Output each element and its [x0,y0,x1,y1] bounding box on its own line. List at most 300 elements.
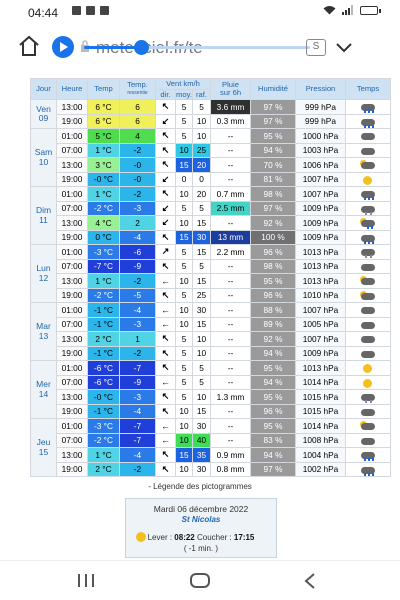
cloud-icon [360,146,376,156]
signal-icon [342,5,354,15]
feels-like-cell: -7 [120,433,156,448]
weather-cell [346,158,391,173]
rain-cell: -- [211,158,251,173]
wind-gust-cell: 20 [193,158,211,173]
temp-cell: 6 °C [88,100,120,115]
rain-cloud-icon [360,102,376,112]
weather-cell [346,230,391,245]
humidity-cell: 96 % [251,288,296,303]
rain-cell: -- [211,317,251,332]
table-row [31,201,391,216]
col-header-heure: Heure [57,79,88,100]
weather-cell [346,172,391,187]
table-row [31,332,391,347]
wind-direction-cell: ↖ [156,230,176,245]
cloud-icon [360,262,376,272]
wind-mean-cell: 5 [176,346,193,361]
hour-cell: 19:00 [57,230,88,245]
wind-mean-cell: 10 [176,462,193,477]
wind-gust-cell: 15 [193,317,211,332]
temp-cell: 1 °C [88,448,120,463]
humidity-cell: 89 % [251,317,296,332]
humidity-cell: 94 % [251,143,296,158]
sun-icon [360,378,376,388]
wind-gust-cell: 10 [193,346,211,361]
col-header-vent: Vent km/h [156,79,211,90]
feels-like-cell: -0 [120,158,156,173]
table-row [31,259,391,274]
hour-cell: 07:00 [57,259,88,274]
play-icon[interactable] [52,36,74,58]
rain-cell: 0.8 mm [211,462,251,477]
rain-cell: 3.6 mm [211,100,251,115]
rain-cell: -- [211,274,251,289]
day-cell [31,303,57,361]
humidity-cell: 94 % [251,448,296,463]
humidity-cell: 92 % [251,216,296,231]
wind-gust-cell: 25 [193,288,211,303]
table-row [31,390,391,405]
table-row [31,404,391,419]
hour-cell: 19:00 [57,288,88,303]
feels-like-cell: -9 [120,259,156,274]
day-number: 15 [38,446,49,457]
humidity-cell: 70 % [251,158,296,173]
weather-cell [346,216,391,231]
temp-cell: -1 °C [88,404,120,419]
table-row [31,375,391,390]
temp-cell: -2 °C [88,288,120,303]
temp-cell: -1 °C [88,346,120,361]
hour-cell: 19:00 [57,462,88,477]
temp-cell: -0 °C [88,172,120,187]
wind-mean-cell: 10 [176,317,193,332]
humidity-cell: 95 % [251,129,296,144]
table-row [31,274,391,289]
table-row [31,462,391,477]
wind-gust-cell: 30 [193,462,211,477]
rain-cell: -- [211,419,251,434]
pressure-cell: 1007 hPa [296,187,346,202]
humidity-cell: 95 % [251,390,296,405]
day-number: 11 [39,214,48,225]
humidity-cell: 97 % [251,100,296,115]
humidity-cell: 95 % [251,274,296,289]
weather-cell [346,187,391,202]
rain-cell: 0.3 mm [211,114,251,129]
hour-cell: 07:00 [57,433,88,448]
home-icon[interactable] [18,34,40,58]
col-header-temp-ressentie-label: Temp. [127,80,148,89]
hour-cell: 01:00 [57,303,88,318]
weather-cell [346,317,391,332]
temp-cell: 1 °C [88,187,120,202]
table-row [31,433,391,448]
feels-like-cell: -9 [120,375,156,390]
wind-direction-cell: ↖ [156,448,176,463]
humidity-cell: 98 % [251,187,296,202]
hour-cell: 19:00 [57,172,88,187]
wind-direction-cell: ↙ [156,114,176,129]
weather-cell [346,433,391,448]
pressure-cell: 1003 hPa [296,143,346,158]
humidity-cell: 96 % [251,404,296,419]
sun-cloud-icon [360,421,376,431]
seek-handle[interactable] [134,40,149,55]
weather-cell [346,100,391,115]
pressure-cell: 1013 hPa [296,259,346,274]
rain-cell: 1.3 mm [211,390,251,405]
feels-like-cell: -0 [120,172,156,187]
rain-cell: -- [211,332,251,347]
rain-cloud-icon [360,189,376,199]
day-number: 12 [38,272,49,283]
humidity-cell: 95 % [251,361,296,376]
rain-cell: -- [211,172,251,187]
humidity-cell: 83 % [251,433,296,448]
day-name: Mar [36,321,51,331]
wind-direction-cell: ↖ [156,361,176,376]
feels-like-cell: 6 [120,114,156,129]
sun-rain-icon [360,218,376,228]
snow-cloud-icon [360,204,376,214]
wind-gust-cell: 25 [193,143,211,158]
temp-cell: -7 °C [88,259,120,274]
day-name: Sam [34,147,53,157]
pressure-cell: 1009 hPa [296,216,346,231]
humidity-cell: 95 % [251,419,296,434]
pressure-cell: 1009 hPa [296,230,346,245]
wind-gust-cell: 35 [193,448,211,463]
wind-mean-cell: 10 [176,433,193,448]
feels-like-cell: 2 [120,216,156,231]
col-header-temp-ressentie-sub: ressentie [127,90,148,96]
wind-gust-cell: 30 [193,230,211,245]
recent-apps-icon[interactable] [78,574,96,587]
col-header-pluie-sub: sur 6h [219,88,242,97]
day-cell [31,100,57,129]
table-row [31,172,391,187]
rain-cell: 0.7 mm [211,187,251,202]
day-number: 14 [38,388,49,399]
wind-mean-cell: 5 [176,375,193,390]
table-header-row [31,79,391,90]
pressure-cell: 1005 hPa [296,317,346,332]
wind-mean-cell: 5 [176,129,193,144]
wind-gust-cell: 30 [193,419,211,434]
tab-switcher-button[interactable]: S [306,39,326,56]
rain-cell: 13 mm [211,230,251,245]
wind-gust-cell: 5 [193,375,211,390]
rain-cell: -- [211,143,251,158]
temp-cell: 5 °C [88,129,120,144]
hour-cell: 01:00 [57,245,88,260]
wind-gust-cell: 5 [193,100,211,115]
humidity-cell: 94 % [251,346,296,361]
humidity-cell: 94 % [251,375,296,390]
feels-like-cell: -4 [120,404,156,419]
rain-cell: -- [211,433,251,448]
legend-link[interactable]: - Légende des pictogrammes [148,482,252,491]
sun-cloud-icon [360,160,376,170]
table-row [31,346,391,361]
table-row [31,303,391,318]
day-cell [31,419,57,477]
pressure-cell: 1015 hPa [296,390,346,405]
pressure-cell: 1013 hPa [296,245,346,260]
weather-cell [346,419,391,434]
rain-cell: 2.2 mm [211,245,251,260]
sun-times [126,533,276,542]
table-row [31,143,391,158]
sunset-label: Coucher : [197,533,232,542]
rain-cloud-icon [360,117,376,127]
temp-cell: 2 °C [88,462,120,477]
col-header-temp-ressentie [120,79,156,100]
wind-gust-cell: 5 [193,201,211,216]
temp-cell: -3 °C [88,419,120,434]
wind-mean-cell: 10 [176,419,193,434]
wind-direction-cell: ↖ [156,143,176,158]
weather-cell [346,288,391,303]
wind-direction-cell: ← [156,375,176,390]
weather-cell [346,361,391,376]
rain-cell: -- [211,129,251,144]
feels-like-cell: -2 [120,187,156,202]
wind-direction-cell: ↖ [156,100,176,115]
sun-cloud-icon [360,276,376,286]
weather-cell [346,404,391,419]
humidity-cell: 97 % [251,114,296,129]
notification-icon [72,6,81,15]
table-row [31,100,391,115]
day-number: 09 [38,113,49,123]
table-row [31,288,391,303]
sunrise-time: 08:22 [174,533,195,542]
rain-cell: -- [211,375,251,390]
feels-like-cell: 4 [120,129,156,144]
sunset-time: 17:15 [233,533,255,542]
wind-mean-cell: 10 [176,274,193,289]
humidity-cell: 81 % [251,172,296,187]
weather-cell [346,129,391,144]
feels-like-cell: -3 [120,201,156,216]
day-number: 10 [38,156,49,167]
table-row [31,419,391,434]
table-row [31,216,391,231]
table-row [31,317,391,332]
feels-like-cell: -3 [120,390,156,405]
table-row [31,114,391,129]
col-header-pression: Pression [296,79,346,100]
recent-apps-bar [78,574,80,587]
table-row [31,230,391,245]
hour-cell: 13:00 [57,274,88,289]
feels-like-cell: -5 [120,288,156,303]
cloud-icon [360,320,376,330]
cloud-icon [360,334,376,344]
forecast-table [30,78,391,477]
wind-gust-cell: 20 [193,187,211,202]
wind-mean-cell: 15 [176,448,193,463]
temp-cell: -6 °C [88,375,120,390]
feels-like-cell: -4 [120,448,156,463]
temp-cell: 6 °C [88,114,120,129]
snow-cloud-icon [360,247,376,257]
hour-cell: 01:00 [57,361,88,376]
day-name: Jeu [36,437,51,447]
wind-mean-cell: 5 [176,245,193,260]
hour-cell: 07:00 [57,143,88,158]
wind-gust-cell: 10 [193,332,211,347]
col-header-vent-raf: raf. [193,90,211,100]
wind-mean-cell: 5 [176,114,193,129]
day-cell [31,361,57,419]
temp-cell: -6 °C [88,361,120,376]
wind-mean-cell: 5 [176,259,193,274]
pressure-cell: 1010 hPa [296,288,346,303]
wind-gust-cell: 15 [193,404,211,419]
sunrise-label: Lever : [147,533,173,542]
facebook-icon [86,6,95,15]
wind-gust-cell: 10 [193,129,211,144]
notification-icons [72,6,109,15]
wind-mean-cell: 5 [176,201,193,216]
day-name: Lun [36,263,51,273]
pressure-cell: 1009 hPa [296,201,346,216]
hour-cell: 19:00 [57,346,88,361]
wind-direction-cell: ↖ [156,259,176,274]
temp-cell: -2 °C [88,433,120,448]
col-header-vent-moy: moy. [176,89,192,99]
wind-gust-cell: 30 [193,303,211,318]
cloud-icon [360,436,376,446]
feels-like-cell: -6 [120,245,156,260]
wind-direction-cell: ↙ [156,216,176,231]
wind-gust-cell: 10 [193,114,211,129]
humidity-cell: 92 % [251,332,296,347]
rain-cell: -- [211,404,251,419]
table-row [31,129,391,144]
weather-cell [346,346,391,361]
col-header-jour: Jour [31,79,57,100]
rain-cell: -- [211,361,251,376]
media-seek-bar[interactable] [84,46,310,49]
wind-mean-cell: 10 [176,303,193,318]
hour-cell: 13:00 [57,332,88,347]
android-nav-bar [0,560,400,600]
humidity-cell: 97 % [251,462,296,477]
back-icon[interactable] [303,573,317,589]
wind-direction-cell: ↖ [156,158,176,173]
status-time: 04:44 [28,6,59,20]
temp-cell: 2 °C [88,332,120,347]
wind-gust-cell: 5 [193,259,211,274]
weather-cell [346,274,391,289]
nav-home-icon[interactable] [190,573,210,588]
temp-cell: -1 °C [88,303,120,318]
wind-mean-cell: 15 [176,158,193,173]
humidity-cell: 97 % [251,201,296,216]
rain-cell: -- [211,303,251,318]
wind-mean-cell: 15 [176,230,193,245]
sun-cloud-icon [360,291,376,301]
rain-cell: -- [211,259,251,274]
sun-icon [360,175,376,185]
hour-cell: 13:00 [57,100,88,115]
pressure-cell: 1004 hPa [296,448,346,463]
day-name: Dim [35,205,52,215]
hour-cell: 19:00 [57,114,88,129]
wind-direction-cell: ↖ [156,462,176,477]
day-cell [31,129,57,187]
col-header-pluie-label: Pluie [222,80,239,89]
weather-cell [346,143,391,158]
status-bar [0,0,400,26]
pressure-cell: 1013 hPa [296,361,346,376]
col-header-vent-dir: dir. [156,90,176,100]
wind-mean-cell: 5 [176,100,193,115]
humidity-cell: 100 % [251,230,296,245]
temp-cell: 0 °C [88,230,120,245]
wind-direction-cell: ↖ [156,288,176,303]
feels-like-cell: -3 [120,317,156,332]
weather-cell [346,390,391,405]
cloud-icon [360,407,376,417]
cloud-icon [360,131,376,141]
pressure-cell: 1006 hPa [296,158,346,173]
sun-icon [360,363,376,373]
wind-mean-cell: 10 [176,143,193,158]
hour-cell: 13:00 [57,390,88,405]
wind-direction-cell: ← [156,433,176,448]
wind-direction-cell: ↖ [156,390,176,405]
rain-cell: -- [211,346,251,361]
pressure-cell: 1008 hPa [296,433,346,448]
feels-like-cell: -2 [120,274,156,289]
wifi-icon [323,5,336,15]
table-row [31,187,391,202]
wind-direction-cell: ← [156,303,176,318]
pressure-cell: 1015 hPa [296,404,346,419]
col-header-pluie [211,79,251,100]
recent-apps-bar [92,574,94,587]
rain-cell: -- [211,216,251,231]
feels-like-cell: -4 [120,303,156,318]
system-icons [323,5,378,15]
rain-cell: -- [211,288,251,303]
humidity-cell: 96 % [251,245,296,260]
pressure-cell: 999 hPa [296,114,346,129]
weather-cell [346,201,391,216]
cloud-icon [360,305,376,315]
recent-apps-bar [85,574,87,587]
weather-cell [346,375,391,390]
table-row [31,158,391,173]
weather-cell [346,448,391,463]
pressure-cell: 1014 hPa [296,375,346,390]
hour-cell: 01:00 [57,129,88,144]
wind-gust-cell: 10 [193,390,211,405]
wind-mean-cell: 0 [176,172,193,187]
wind-mean-cell: 5 [176,332,193,347]
feels-like-cell: -2 [120,462,156,477]
ephemeride-saint: St Nicolas [181,515,221,524]
day-length-change: ( -1 min. ) [183,544,219,553]
wind-mean-cell: 5 [176,390,193,405]
chevron-down-icon[interactable] [334,40,354,54]
day-number: 13 [38,330,49,341]
